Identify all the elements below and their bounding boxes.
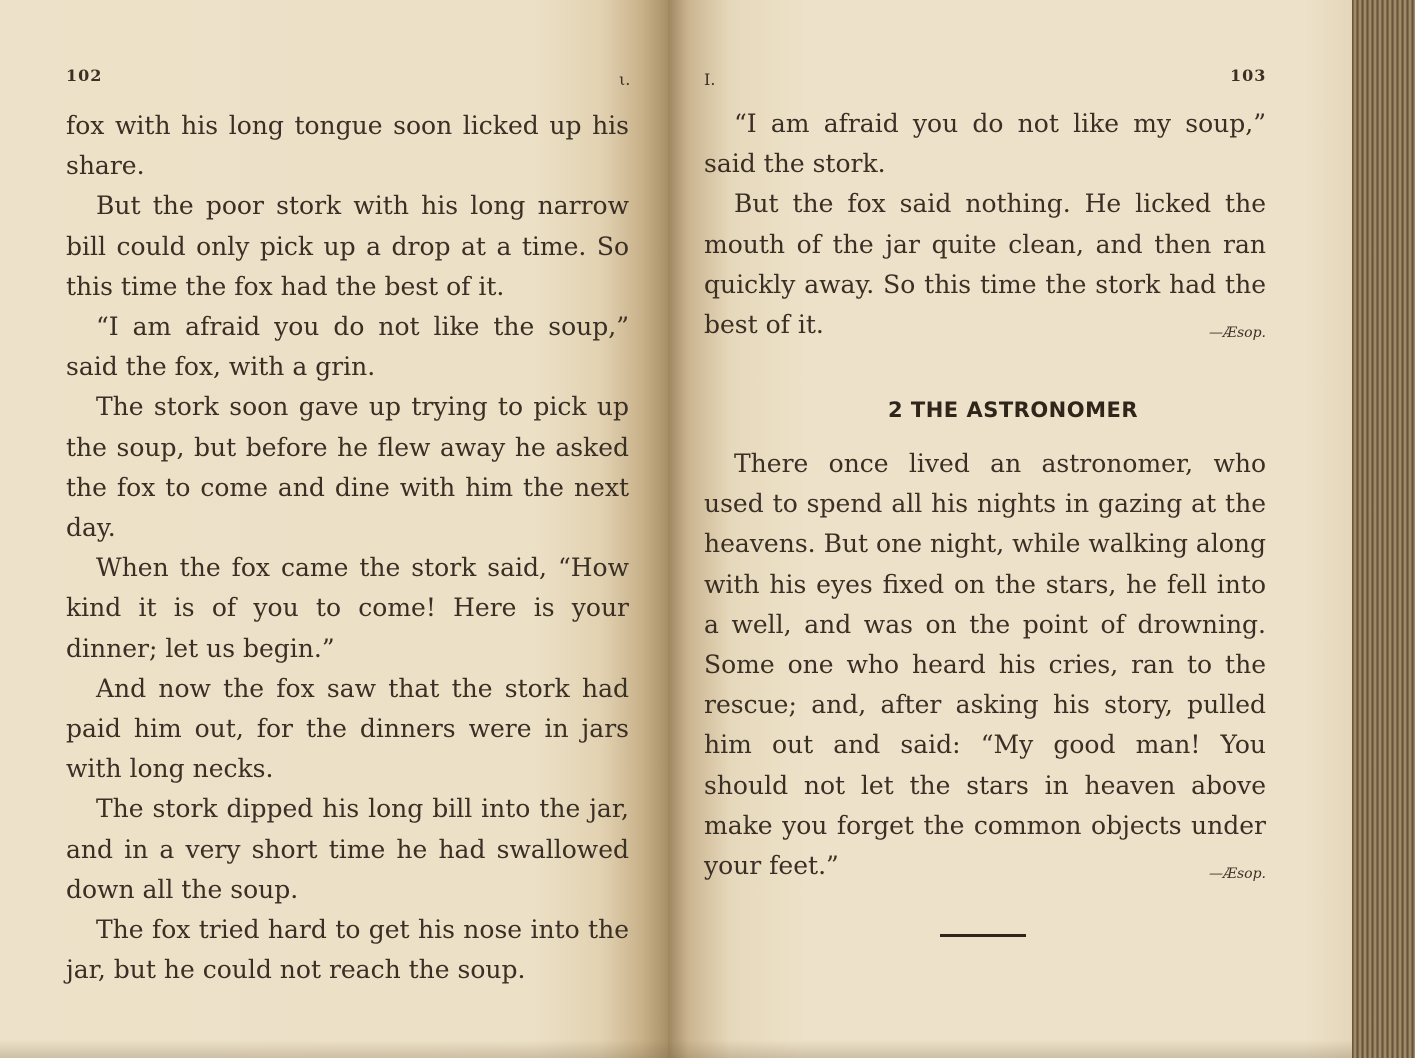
paragraph: “I am afraid you do not like my soup,” said the stork. <box>704 109 1266 179</box>
page-number: 103 <box>1230 66 1267 85</box>
paragraph: “I am afraid you do not like the soup,” said the fox, with a grin. <box>66 312 629 382</box>
page-body <box>66 106 629 990</box>
corner-mark: ι. <box>619 70 631 89</box>
corner-mark: I. <box>704 70 716 89</box>
paragraph: The fox tried hard to get his nose into the jar, but he could not reach the soup. <box>66 915 629 985</box>
page-edges <box>1352 0 1415 1058</box>
paragraph: But the poor stork with his long narrow bill could only pick up a drop at a time. So this time the fox had the best of it. <box>66 191 629 301</box>
page-body-top <box>704 104 1266 353</box>
story-body <box>704 444 1266 894</box>
paragraph <box>704 444 1266 886</box>
left-page <box>0 0 668 1058</box>
attribution: —Æsop. <box>1208 325 1266 342</box>
attribution: —Æsop. <box>1208 866 1266 883</box>
paragraph: The stork soon gave up trying to pick up the soup, but before he flew away he asked the fox to come and dine with him the next day. <box>66 392 629 543</box>
end-rule <box>940 934 1026 937</box>
paragraph: And now the fox saw that the stork had paid him out, for the dinners were in jars with long necks. <box>66 673 629 784</box>
paragraph: fox with his long tongue soon licked up his share. <box>66 111 629 181</box>
paragraph: The stork dipped his long bill into the jar, and in a very short time he had swallowed down all the soup. <box>66 794 629 904</box>
paragraph <box>704 184 1266 345</box>
page-shadow <box>0 1040 1352 1058</box>
section-heading: 2 THE ASTRONOMER <box>887 398 1139 422</box>
right-page <box>668 0 1358 1058</box>
story-text: There once lived an astronomer, who used to spend all his nights in gazing at the heavens. But one night, while walking along with his eyes fixed on the stars, he fell into a well, and was on the point of drowning. Some one who heard his cries, ran to the rescue; and, after asking his story, pulled him out and said: “My good man! You should not let the stars in heaven above make you forget the common objects under your feet.” <box>704 449 1266 881</box>
paragraph: When the fox came the stork said, “How kind it is of you to come! Here is your dinner; let us begin.” <box>66 553 629 663</box>
paragraph-text: But the fox said nothing. He licked the mouth of the jar quite clean, and then ran quickly away. So this time the stork had the best of it. <box>704 189 1266 340</box>
page-number: 102 <box>66 66 103 85</box>
